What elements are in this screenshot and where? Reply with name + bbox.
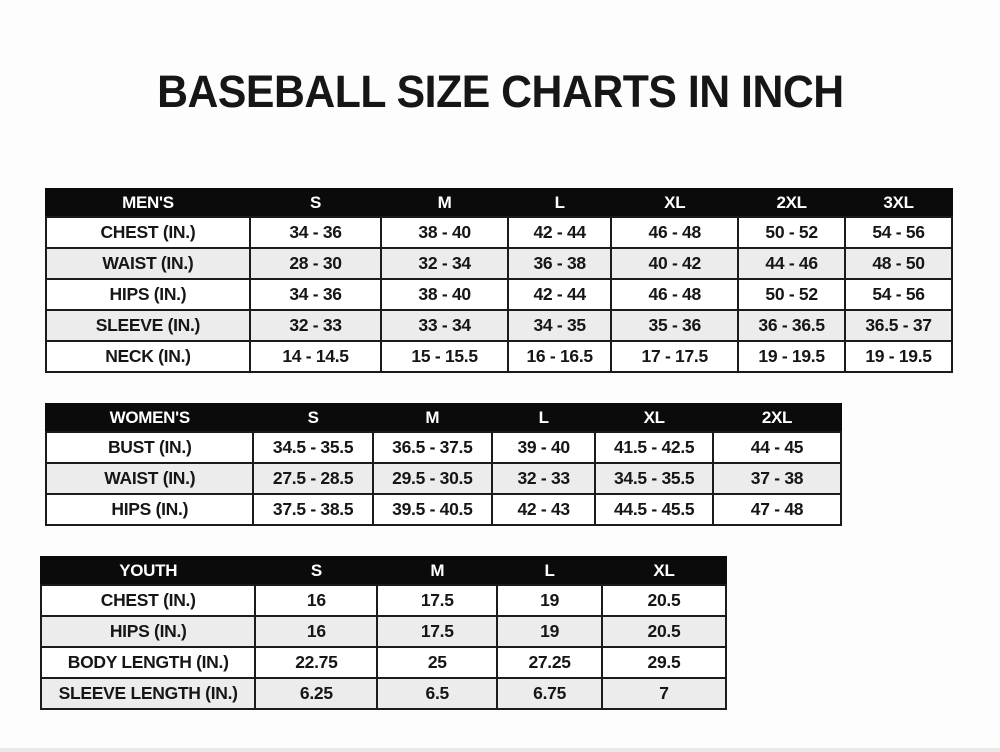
size-value-cell: 25 [377,647,497,678]
page-title [0,66,1000,118]
size-value-cell: 27.5 - 28.5 [253,463,372,494]
size-value-cell: 44 - 45 [713,432,841,463]
size-column-header: XL [602,557,726,585]
size-value-cell: 34 - 36 [250,279,381,310]
womens-corner-label: WOMEN'S [46,404,253,432]
size-value-cell: 38 - 40 [381,217,508,248]
size-column-header: S [253,404,372,432]
size-value-cell: 47 - 48 [713,494,841,525]
size-value-cell: 34 - 36 [250,217,381,248]
measurement-label: HIPS (IN.) [41,616,255,647]
mens-header-row [46,189,952,217]
size-value-cell: 16 [255,585,377,616]
size-column-header: M [377,557,497,585]
size-value-cell: 32 - 33 [250,310,381,341]
size-value-cell: 17 - 17.5 [611,341,738,372]
size-column-header: M [373,404,492,432]
size-value-cell: 37 - 38 [713,463,841,494]
size-value-cell: 19 - 19.5 [845,341,952,372]
mens-corner-label: MEN'S [46,189,250,217]
womens-size-chart [45,403,842,526]
size-value-cell: 46 - 48 [611,217,738,248]
size-value-cell: 29.5 - 30.5 [373,463,492,494]
size-value-cell: 34.5 - 35.5 [595,463,713,494]
size-value-cell: 42 - 44 [508,217,611,248]
size-value-cell: 15 - 15.5 [381,341,508,372]
size-column-header: M [381,189,508,217]
size-column-header: L [497,557,602,585]
size-value-cell: 14 - 14.5 [250,341,381,372]
size-value-cell: 46 - 48 [611,279,738,310]
measurement-row [41,616,726,647]
youth-header-row [41,557,726,585]
youth-size-chart [40,556,727,710]
size-value-cell: 33 - 34 [381,310,508,341]
size-value-cell: 22.75 [255,647,377,678]
size-value-cell: 48 - 50 [845,248,952,279]
size-value-cell: 36 - 38 [508,248,611,279]
measurement-label: WAIST (IN.) [46,463,253,494]
size-value-cell: 54 - 56 [845,279,952,310]
measurement-label: HIPS (IN.) [46,279,250,310]
size-value-cell: 41.5 - 42.5 [595,432,713,463]
measurement-label: CHEST (IN.) [46,217,250,248]
size-value-cell: 40 - 42 [611,248,738,279]
measurement-label: NECK (IN.) [46,341,250,372]
size-value-cell: 6.25 [255,678,377,709]
size-value-cell: 42 - 44 [508,279,611,310]
measurement-row [46,310,952,341]
size-value-cell: 36.5 - 37 [845,310,952,341]
size-value-cell: 35 - 36 [611,310,738,341]
size-column-header: L [508,189,611,217]
measurement-row [46,279,952,310]
size-value-cell: 36 - 36.5 [738,310,845,341]
measurement-label: BODY LENGTH (IN.) [41,647,255,678]
size-table-mens [45,188,953,373]
size-value-cell: 19 [497,585,602,616]
size-value-cell: 17.5 [377,585,497,616]
measurement-label: SLEEVE (IN.) [46,310,250,341]
measurement-row [46,341,952,372]
size-column-header: S [255,557,377,585]
size-value-cell: 32 - 33 [492,463,595,494]
size-column-header: L [492,404,595,432]
size-value-cell: 42 - 43 [492,494,595,525]
size-column-header: XL [611,189,738,217]
measurement-row [46,432,841,463]
size-value-cell: 20.5 [602,616,726,647]
size-value-cell: 20.5 [602,585,726,616]
size-value-cell: 50 - 52 [738,217,845,248]
measurement-label: BUST (IN.) [46,432,253,463]
measurement-label: SLEEVE LENGTH (IN.) [41,678,255,709]
size-value-cell: 17.5 [377,616,497,647]
size-value-cell: 44.5 - 45.5 [595,494,713,525]
size-value-cell: 6.75 [497,678,602,709]
measurement-label: HIPS (IN.) [46,494,253,525]
measurement-row [46,463,841,494]
measurement-row [41,585,726,616]
size-value-cell: 29.5 [602,647,726,678]
size-column-header: S [250,189,381,217]
size-value-cell: 34.5 - 35.5 [253,432,372,463]
size-value-cell: 39.5 - 40.5 [373,494,492,525]
size-column-header: 2XL [713,404,841,432]
bottom-edge-line [0,748,1000,752]
page-title-text: BASEBALL SIZE CHARTS IN INCH [156,66,844,117]
size-column-header: XL [595,404,713,432]
measurement-label: WAIST (IN.) [46,248,250,279]
size-column-header: 2XL [738,189,845,217]
size-value-cell: 19 [497,616,602,647]
measurement-row [46,494,841,525]
size-table-youth [40,556,727,710]
measurement-row [46,248,952,279]
size-value-cell: 50 - 52 [738,279,845,310]
measurement-row [46,217,952,248]
size-value-cell: 28 - 30 [250,248,381,279]
size-value-cell: 7 [602,678,726,709]
size-value-cell: 27.25 [497,647,602,678]
womens-header-row [46,404,841,432]
size-value-cell: 38 - 40 [381,279,508,310]
size-value-cell: 34 - 35 [508,310,611,341]
size-value-cell: 32 - 34 [381,248,508,279]
size-value-cell: 54 - 56 [845,217,952,248]
size-column-header: 3XL [845,189,952,217]
size-value-cell: 37.5 - 38.5 [253,494,372,525]
size-table-womens [45,403,842,526]
size-value-cell: 44 - 46 [738,248,845,279]
size-value-cell: 19 - 19.5 [738,341,845,372]
measurement-label: CHEST (IN.) [41,585,255,616]
size-value-cell: 6.5 [377,678,497,709]
size-value-cell: 39 - 40 [492,432,595,463]
size-value-cell: 16 - 16.5 [508,341,611,372]
size-value-cell: 36.5 - 37.5 [373,432,492,463]
measurement-row [41,678,726,709]
mens-size-chart [45,188,953,373]
size-value-cell: 16 [255,616,377,647]
youth-corner-label: YOUTH [41,557,255,585]
measurement-row [41,647,726,678]
